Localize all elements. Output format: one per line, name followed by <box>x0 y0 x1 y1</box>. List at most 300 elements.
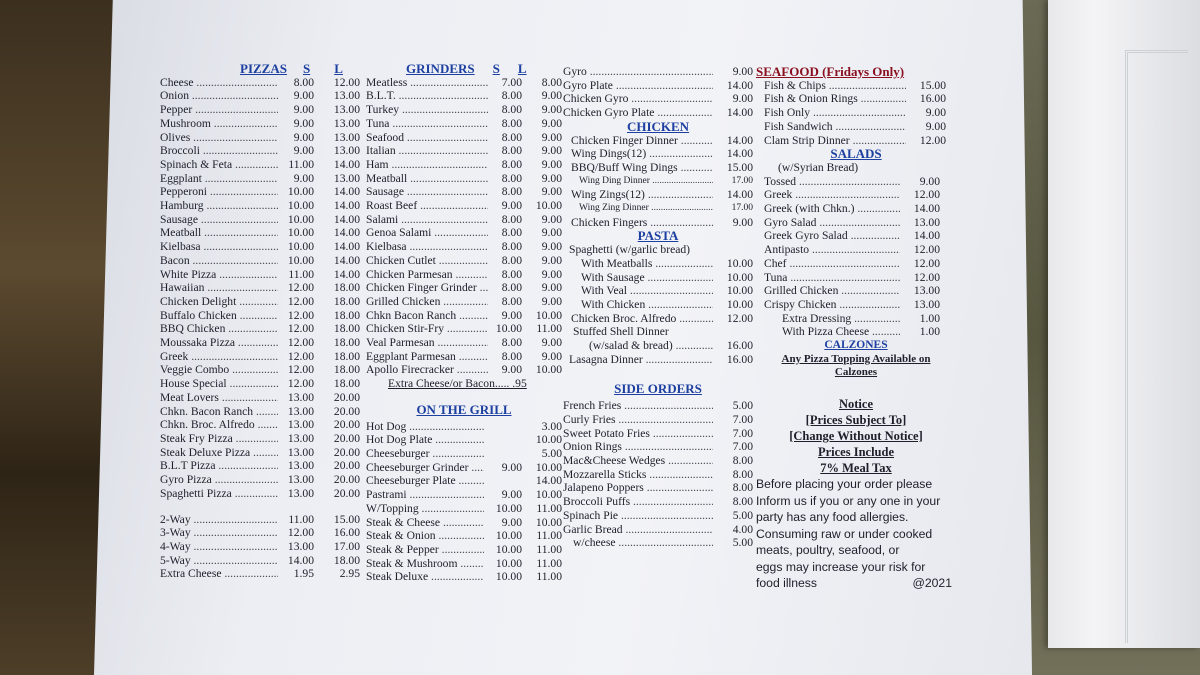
menu-item-row <box>160 254 360 268</box>
grinders-small-header: S <box>492 61 500 76</box>
small-price: 8.00 <box>501 240 522 254</box>
menu-item-name: Spinach Pie ..... <box>563 509 713 523</box>
menu-item-name: With Pizza Cheese ..... <box>782 325 900 339</box>
price: 7.00 <box>732 412 753 426</box>
price: 9.00 <box>732 65 753 78</box>
large-price: 2.95 <box>339 567 360 581</box>
large-price: 11.00 <box>536 501 562 515</box>
large-price: 18.00 <box>333 349 360 363</box>
menu-item-name: 5-Way ..... <box>160 554 278 568</box>
large-price: 13.00 <box>333 103 360 117</box>
small-price: 12.00 <box>287 281 314 295</box>
small-price: 9.00 <box>293 103 314 117</box>
menu-item-row <box>571 188 753 202</box>
menu-item-name: Tuna ..... <box>366 117 488 131</box>
menu-item-row <box>764 79 946 93</box>
price: 14.00 <box>726 78 753 92</box>
menu-item-row <box>764 243 940 257</box>
menu-item-name: Steak & Cheese ..... <box>366 516 484 530</box>
seafood-column <box>756 65 956 592</box>
menu-item-name: Meatless ..... <box>366 76 488 90</box>
salads-list <box>756 175 940 339</box>
menu-item-name: Genoa Salami ..... <box>366 226 488 240</box>
menu-item-row <box>160 336 360 350</box>
large-price: 9.00 <box>541 130 562 144</box>
price: 16.00 <box>726 352 753 366</box>
menu-item-name: Veggie Combo ..... <box>160 363 278 377</box>
menu-item-row <box>764 257 940 271</box>
large-price: 20.00 <box>333 486 360 500</box>
menu-item-row <box>366 172 562 186</box>
price: 12.00 <box>913 188 940 202</box>
price: 10.00 <box>726 270 753 284</box>
small-price: 12.00 <box>287 363 314 377</box>
small-price: 9.00 <box>501 488 522 502</box>
price: 14.00 <box>913 229 940 243</box>
chicken-title: CHICKEN <box>626 118 690 134</box>
menu-item-row <box>563 257 753 271</box>
menu-item-row <box>366 350 562 364</box>
price: 5.00 <box>732 508 753 522</box>
menu-item-name: Italian ..... <box>366 144 488 158</box>
menu-item-name: Cheeseburger Plate ..... <box>366 474 484 488</box>
large-price: 16.00 <box>333 526 360 540</box>
small-price: 12.00 <box>287 377 314 391</box>
large-price: 13.00 <box>333 116 360 130</box>
small-price: 11.00 <box>288 267 314 281</box>
small-price: 9.00 <box>293 89 314 103</box>
menu-item-row <box>160 76 360 90</box>
menu-item-row <box>366 543 562 557</box>
price: 8.00 <box>732 453 753 467</box>
allergy-line7: food illness <box>756 576 817 591</box>
small-price <box>484 433 522 447</box>
menu-item-name: Clam Strip Dinner ..... <box>764 134 906 148</box>
menu-item-name: Chkn Bacon Ranch ..... <box>366 309 488 323</box>
small-price: 12.00 <box>287 308 314 322</box>
large-price: 14.00 <box>333 185 360 199</box>
menu-item-row <box>160 89 360 103</box>
small-price: 9.00 <box>293 130 314 144</box>
menu-item-name: Gyro Pizza ..... <box>160 473 278 487</box>
small-price: 10.00 <box>495 542 522 556</box>
menu-item-row <box>764 120 946 134</box>
menu-item-name: Extra Dressing ..... <box>782 312 900 326</box>
price: 9.00 <box>925 119 946 133</box>
menu-item-name: With Sausage ..... <box>581 271 713 285</box>
menu-item-name: Fish & Chips ..... <box>764 79 906 93</box>
notice-line3: Prices Include <box>817 445 895 460</box>
price: 16.00 <box>726 339 753 353</box>
small-price: 8.00 <box>501 349 522 363</box>
large-price: 20.00 <box>333 431 360 445</box>
menu-item-row <box>366 295 562 309</box>
menu-item-name: Hot Dog ..... <box>366 420 484 434</box>
menu-item-name: Eggplant ..... <box>160 172 278 186</box>
calzones-line2: Calzones <box>834 366 878 379</box>
menu-item-name: w/cheese ..... <box>573 536 713 550</box>
large-price: 18.00 <box>333 281 360 295</box>
menu-item-name: Broccoli ..... <box>160 144 278 158</box>
large-price: 11.00 <box>536 556 562 570</box>
menu-item-row <box>571 161 753 175</box>
sides-list <box>563 399 753 550</box>
menu-item-row <box>366 213 562 227</box>
menu-item-name: Greek ..... <box>160 350 278 364</box>
menu-item-name: (w/salad & bread) ..... <box>589 339 713 353</box>
menu-item-row <box>160 103 360 117</box>
large-price: 13.00 <box>333 89 360 103</box>
menu-item-row <box>366 488 562 502</box>
menu-item-name: Onion Rings ..... <box>563 440 713 454</box>
menu-item-row <box>764 202 940 216</box>
menu-item-name: Chef ..... <box>764 257 900 271</box>
menu-item-name: Steak & Mushroom ..... <box>366 557 484 571</box>
menu-item-name: Grilled Chicken ..... <box>764 284 900 298</box>
menu-item-row <box>563 523 753 537</box>
menu-item-row <box>160 281 360 295</box>
menu-item-row <box>563 79 753 93</box>
price: 8.00 <box>732 481 753 495</box>
large-price: 9.00 <box>541 89 562 103</box>
large-price: 18.00 <box>333 308 360 322</box>
small-price: 13.00 <box>287 445 314 459</box>
menu-item-name: Steak Deluxe Pizza ..... <box>160 446 278 460</box>
grinder-list <box>366 76 562 377</box>
large-price: 9.00 <box>541 267 562 281</box>
price: 17.00 <box>731 175 753 186</box>
menu-item-row <box>571 202 753 216</box>
menu-item-row <box>160 377 360 391</box>
allergy-line2: Inform us if you or any one in your <box>756 493 941 508</box>
small-price: 12.00 <box>287 294 314 308</box>
menu-item-row <box>160 418 360 432</box>
menu-item-row <box>160 199 360 213</box>
menu-item-name: Greek ..... <box>764 188 900 202</box>
menu-item-row <box>160 268 360 282</box>
small-price: 9.00 <box>501 515 522 529</box>
large-price: 10.00 <box>535 515 562 529</box>
menu-item-name: 4-Way ..... <box>160 540 278 554</box>
menu-item-name: Pastrami ..... <box>366 488 484 502</box>
calzones-line1: Any Pizza Topping Available on <box>781 352 931 365</box>
menu-item-row <box>563 353 753 367</box>
small-price: 8.00 <box>501 157 522 171</box>
small-price: 10.00 <box>495 556 522 570</box>
price: 14.00 <box>726 147 753 161</box>
price: 16.00 <box>919 92 946 106</box>
menu-item-row <box>160 213 360 227</box>
small-price: 10.00 <box>495 570 522 584</box>
small-price: 13.00 <box>287 473 314 487</box>
large-price: 11.00 <box>536 570 562 584</box>
price: 8.00 <box>732 467 753 481</box>
menu-item-row <box>366 447 562 461</box>
small-price: 12.00 <box>287 322 314 336</box>
menu-item-row <box>366 240 562 254</box>
menu-item-name: Greek Gyro Salad ..... <box>764 229 900 243</box>
menu-item-name: Chicken Fingers ..... <box>571 216 713 230</box>
menu-item-name: Curly Fries ..... <box>563 413 713 427</box>
small-price: 10.00 <box>495 322 522 336</box>
gyro-list <box>563 65 753 120</box>
menu-item-name: Chicken Gyro ..... <box>563 92 713 106</box>
large-price: 9.00 <box>541 103 562 117</box>
menu-item-row <box>160 432 360 446</box>
menu-item-name: With Veal ..... <box>581 284 713 298</box>
menu-item-row <box>160 309 360 323</box>
menu-item-name: BBQ/Buff Wing Dings ..... <box>571 161 713 175</box>
menu-item-name: Cheeseburger ..... <box>366 447 484 461</box>
small-price: 10.00 <box>287 212 314 226</box>
price: 9.00 <box>919 174 940 188</box>
menu-item-name: Seafood ..... <box>366 131 488 145</box>
allergy-line1: Before placing your order please <box>756 477 933 492</box>
menu-item-name: Chicken Finger Dinner ..... <box>571 134 713 148</box>
menu-item-row <box>366 281 562 295</box>
large-price: 10.00 <box>535 363 562 377</box>
menu-item-row <box>563 495 753 509</box>
large-price: 20.00 <box>333 418 360 432</box>
small-price: 10.00 <box>495 529 522 543</box>
menu-item-name: BBQ Chicken ..... <box>160 322 278 336</box>
menu-item-name: Mozzarella Sticks ..... <box>563 468 713 482</box>
menu-item-row <box>563 271 753 285</box>
price: 12.00 <box>726 311 753 325</box>
menu-item-row <box>366 76 562 90</box>
menu-item-name: Gyro Salad ..... <box>764 216 900 230</box>
small-price: 8.00 <box>501 130 522 144</box>
price: 9.00 <box>732 215 753 229</box>
pizzas-small-header: S <box>302 61 311 76</box>
small-price: 9.00 <box>293 116 314 130</box>
small-price: 8.00 <box>501 185 522 199</box>
menu-item-row <box>366 268 562 282</box>
menu-item-row <box>764 325 940 339</box>
menu-item-row <box>764 175 940 189</box>
ways-list <box>160 513 360 582</box>
price: 14.00 <box>726 133 753 147</box>
menu-item-row <box>764 106 946 120</box>
large-price: 18.00 <box>333 553 360 567</box>
large-price: 3.00 <box>541 419 562 433</box>
menu-item-name: Wing Ding Dinner ..... <box>579 175 713 189</box>
small-price <box>484 474 522 488</box>
large-price: 8.00 <box>541 75 562 89</box>
menu-item-name: Garlic Bread ..... <box>563 523 713 537</box>
small-price <box>484 420 522 434</box>
small-price: 13.00 <box>287 418 314 432</box>
menu-item-name: Apollo Firecracker ..... <box>366 363 488 377</box>
large-price: 9.00 <box>541 185 562 199</box>
menu-item-row <box>764 134 946 148</box>
menu-item-name: Hamburg ..... <box>160 199 278 213</box>
menu-item-row <box>366 254 562 268</box>
pizzas-column <box>160 62 360 581</box>
menu-item-name: Fish & Onion Rings ..... <box>764 92 906 106</box>
menu-item-row <box>366 557 562 571</box>
menu-item-name: Spaghetti Pizza ..... <box>160 487 278 501</box>
allergy-line5: meats, poultry, seafood, or <box>756 543 900 558</box>
menu-item-row <box>764 298 940 312</box>
small-price: 11.00 <box>288 157 314 171</box>
menu-item-name: Chicken Parmesan ..... <box>366 268 488 282</box>
menu-item-name: Spinach & Feta ..... <box>160 158 278 172</box>
large-price: 18.00 <box>333 322 360 336</box>
large-price: 10.00 <box>535 433 562 447</box>
menu-item-name: Veal Parmesan ..... <box>366 336 488 350</box>
menu-item-row <box>160 391 360 405</box>
pizza-list <box>160 76 360 501</box>
menu-item-row <box>366 461 562 475</box>
price: 5.00 <box>732 399 753 413</box>
menu-item-row <box>160 513 360 527</box>
small-price: 8.00 <box>501 226 522 240</box>
price: 9.00 <box>925 106 946 120</box>
menu-item-name: Salami ..... <box>366 213 488 227</box>
menu-item-name: Chicken Cutlet ..... <box>366 254 488 268</box>
menu-item-row <box>563 106 753 120</box>
small-price: 8.00 <box>501 267 522 281</box>
menu-item-row <box>764 312 940 326</box>
small-price: 14.00 <box>287 553 314 567</box>
price: 12.00 <box>913 256 940 270</box>
large-price: 11.00 <box>536 542 562 556</box>
price: 14.00 <box>913 202 940 216</box>
price: 7.00 <box>732 440 753 454</box>
price: 10.00 <box>726 256 753 270</box>
seafood-list <box>756 79 946 148</box>
menu-item-name: Fish Only ..... <box>764 106 906 120</box>
small-price: 9.00 <box>501 199 522 213</box>
small-price: 7.00 <box>501 75 522 89</box>
calzones-title: CALZONES <box>824 339 888 352</box>
allergy-line3: party has any food allergies. <box>756 510 909 525</box>
price: 15.00 <box>726 160 753 174</box>
large-price: 20.00 <box>333 445 360 459</box>
menu-item-name: French Fries ..... <box>563 399 713 413</box>
menu-item-row <box>563 312 753 326</box>
large-price: 14.00 <box>333 212 360 226</box>
menu-item-row <box>160 295 360 309</box>
menu-item-row <box>160 350 360 364</box>
grinders-column <box>366 62 562 584</box>
price: 5.00 <box>732 536 753 550</box>
small-price: 8.00 <box>501 212 522 226</box>
menu-item-row <box>160 487 360 501</box>
allergy-line6: eggs may increase your risk for <box>756 559 926 574</box>
copyright-year: @2021 <box>912 576 952 591</box>
menu-item-name: Onion ..... <box>160 89 278 103</box>
small-price: 9.00 <box>501 308 522 322</box>
menu-item-row <box>160 185 360 199</box>
menu-item-row <box>366 144 562 158</box>
price: 17.00 <box>731 203 753 214</box>
large-price: 14.00 <box>333 240 360 254</box>
menu-item-name: Meat Lovers ..... <box>160 391 278 405</box>
small-price: 1.95 <box>293 567 314 581</box>
menu-item-row <box>563 284 753 298</box>
small-price: 8.00 <box>293 75 314 89</box>
price: 8.00 <box>732 495 753 509</box>
large-price: 20.00 <box>333 404 360 418</box>
menu-item-name: Olives ..... <box>160 131 278 145</box>
small-price: 13.00 <box>287 431 314 445</box>
menu-item-name: Mushroom ..... <box>160 117 278 131</box>
menu-item-name: Meatball ..... <box>366 172 488 186</box>
large-price: 14.00 <box>333 253 360 267</box>
large-price: 9.00 <box>541 253 562 267</box>
menu-item-row <box>764 284 940 298</box>
menu-item-row <box>563 509 753 523</box>
large-price: 18.00 <box>333 377 360 391</box>
large-price: 12.00 <box>333 75 360 89</box>
small-price: 12.00 <box>287 349 314 363</box>
menu-item-row <box>563 481 753 495</box>
grinders-extra: Extra Cheese/or Bacon..... .95 <box>388 377 527 391</box>
menu-item-row <box>764 216 940 230</box>
price: 13.00 <box>913 284 940 298</box>
small-price: 10.00 <box>287 240 314 254</box>
menu-item-row <box>764 92 946 106</box>
allergy-line4: Consuming raw or under cooked <box>756 526 933 541</box>
price: 7.00 <box>732 426 753 440</box>
salads-note: (w/Syrian Bread) <box>778 160 859 174</box>
price: 4.00 <box>732 522 753 536</box>
menu-item-name: Wing Zing Dinner ..... <box>579 202 713 216</box>
menu-item-name: Meatball ..... <box>160 226 278 240</box>
menu-item-row <box>571 147 753 161</box>
menu-item-name: Hot Dog Plate ..... <box>366 433 484 447</box>
menu-item-row <box>563 92 753 106</box>
small-price: 13.00 <box>287 486 314 500</box>
large-price: 20.00 <box>333 390 360 404</box>
notice-line4: 7% Meal Tax <box>820 461 892 476</box>
menu-item-name: Roast Beef ..... <box>366 199 488 213</box>
sides-title: SIDE ORDERS <box>614 381 702 397</box>
small-price: 13.00 <box>287 459 314 473</box>
menu-item-row <box>366 131 562 145</box>
menu-item-name: Ham ..... <box>366 158 488 172</box>
menu-item-name: 3-Way ..... <box>160 526 278 540</box>
menu-item-row <box>160 446 360 460</box>
menu-item-name: Steak Deluxe ..... <box>366 570 484 584</box>
menu-item-name: Moussaka Pizza ..... <box>160 336 278 350</box>
menu-item-row <box>366 117 562 131</box>
menu-item-row <box>366 89 562 103</box>
menu-item-row <box>563 454 753 468</box>
allergy-last-row <box>756 575 952 592</box>
menu-item-row <box>366 363 562 377</box>
small-price: 8.00 <box>501 336 522 350</box>
menu-item-name: Greek (with Chkn.) ..... <box>764 202 900 216</box>
menu-item-row <box>563 65 753 79</box>
pizzas-title: PIZZAS <box>240 61 287 76</box>
menu-item-name: Eggplant Parmesan ..... <box>366 350 488 364</box>
small-price: 12.00 <box>287 336 314 350</box>
menu-item-row <box>160 554 360 568</box>
large-price: 9.00 <box>541 157 562 171</box>
seafood-title: SEAFOOD (Fridays Only) <box>756 64 905 79</box>
small-price: 10.00 <box>287 185 314 199</box>
menu-item-name: Jalapeno Poppers ..... <box>563 481 713 495</box>
small-price: 8.00 <box>501 171 522 185</box>
menu-item-row <box>366 336 562 350</box>
large-price: 14.00 <box>333 226 360 240</box>
menu-item-name: Antipasto ..... <box>764 243 900 257</box>
menu-item-row <box>160 459 360 473</box>
price: 10.00 <box>726 284 753 298</box>
